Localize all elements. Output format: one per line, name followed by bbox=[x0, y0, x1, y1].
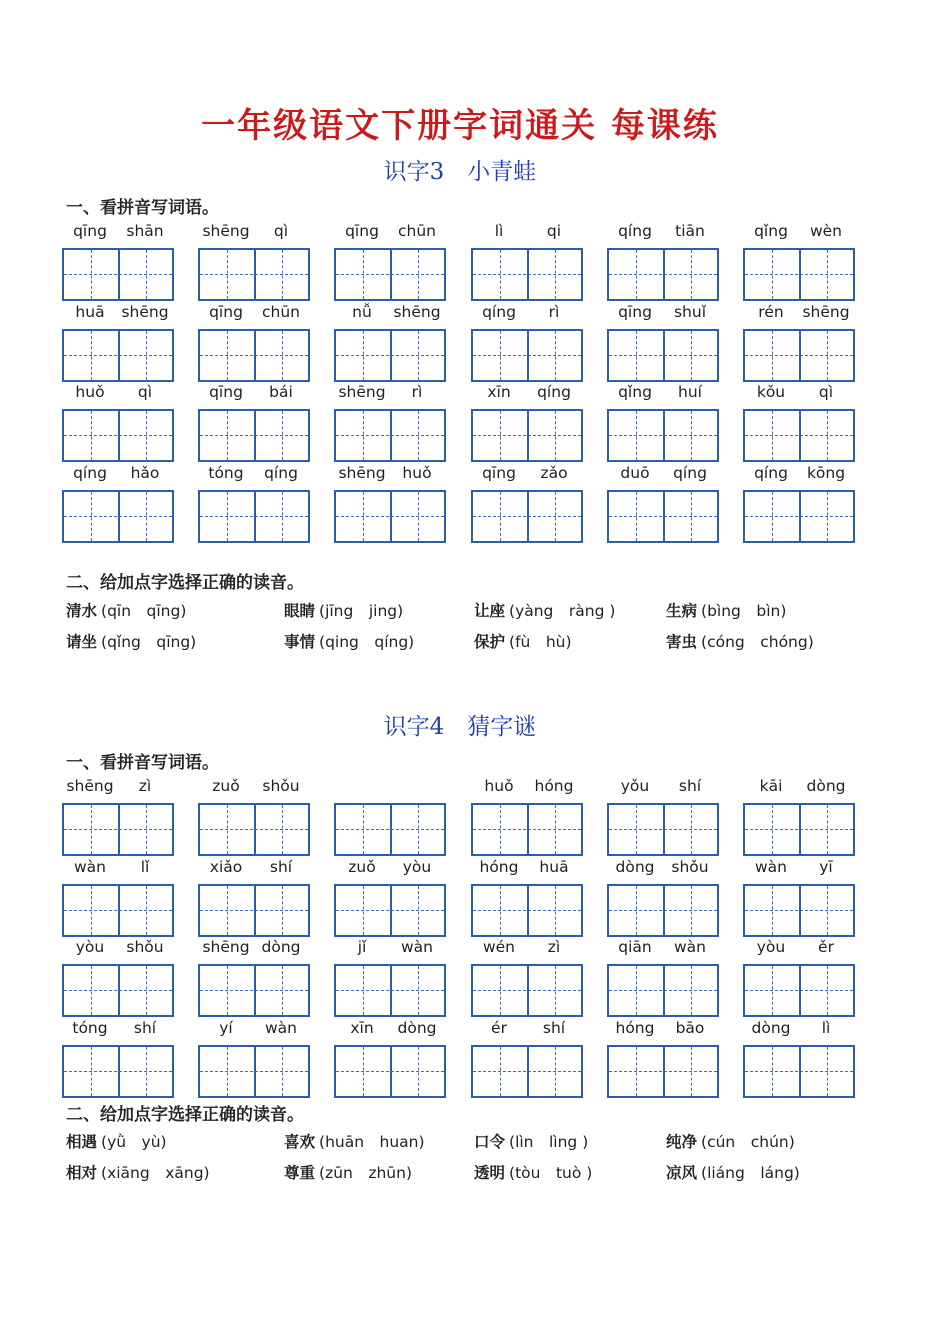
choice-word: 生病 bbox=[666, 601, 698, 620]
choice-word: 相遇 bbox=[66, 1132, 98, 1151]
writing-box[interactable] bbox=[743, 490, 855, 543]
pinyin-syllable: hǎo bbox=[130, 463, 160, 482]
choice-word: 纯净 bbox=[666, 1132, 698, 1151]
pinyin-syllable: shēng bbox=[338, 383, 386, 401]
pinyin-label bbox=[607, 938, 718, 960]
choice-options[interactable]: (yǜ yù) bbox=[101, 1133, 167, 1151]
writing-box[interactable] bbox=[607, 248, 719, 301]
choice-word: 喜欢 bbox=[284, 1132, 316, 1151]
pinyin-label bbox=[607, 858, 718, 880]
choice-item bbox=[474, 630, 572, 652]
pinyin-label bbox=[471, 938, 582, 960]
choice-item bbox=[66, 1130, 167, 1152]
pinyin-syllable: qíng bbox=[73, 463, 107, 482]
lesson-title: 识字3 小青蛙 bbox=[383, 159, 537, 185]
pinyin-label bbox=[471, 222, 582, 244]
choice-word: 请坐 bbox=[66, 632, 98, 651]
pinyin-syllable: zuǒ bbox=[348, 857, 376, 876]
choice-options[interactable]: (qīn qīng) bbox=[101, 602, 187, 620]
choice-word: 透明 bbox=[474, 1163, 506, 1182]
pinyin-syllable: yòu bbox=[75, 938, 105, 956]
choice-item bbox=[666, 1161, 800, 1183]
pinyin-syllable: qíng bbox=[754, 463, 788, 482]
pinyin-syllable: wàn bbox=[401, 938, 433, 956]
section-heading: 一、看拼音写词语。 bbox=[66, 198, 219, 218]
pinyin-label bbox=[743, 303, 854, 325]
pinyin-syllable: yī bbox=[819, 857, 833, 876]
writing-box[interactable] bbox=[62, 803, 174, 856]
pinyin-label bbox=[743, 938, 854, 960]
pinyin-label bbox=[62, 383, 173, 405]
pinyin-label bbox=[334, 777, 445, 799]
writing-box[interactable] bbox=[334, 329, 446, 382]
choice-item bbox=[474, 1161, 592, 1183]
pinyin-label bbox=[198, 383, 309, 405]
choice-item bbox=[666, 1130, 795, 1152]
pinyin-syllable: huǒ bbox=[402, 463, 432, 482]
choice-options[interactable]: (qǐng qīng) bbox=[101, 633, 197, 651]
writing-box[interactable] bbox=[743, 248, 855, 301]
writing-box[interactable] bbox=[471, 803, 583, 856]
pinyin-syllable: qíng bbox=[618, 222, 652, 240]
pinyin-syllable: tiān bbox=[675, 222, 705, 240]
writing-box[interactable] bbox=[743, 409, 855, 462]
writing-box[interactable] bbox=[743, 964, 855, 1017]
lesson-title: 识字4 猜字谜 bbox=[383, 714, 537, 740]
pinyin-label bbox=[607, 303, 718, 325]
pinyin-syllable: zuǒ bbox=[212, 777, 240, 795]
pinyin-syllable: qǐng bbox=[618, 383, 652, 401]
pinyin-label bbox=[607, 777, 718, 799]
writing-box[interactable] bbox=[62, 884, 174, 937]
pinyin-syllable: ér bbox=[491, 1018, 507, 1037]
pinyin-syllable: bái bbox=[269, 383, 293, 401]
pinyin-label bbox=[198, 938, 309, 960]
choice-options[interactable]: (cún chún) bbox=[701, 1133, 795, 1151]
choice-options[interactable]: (zūn zhūn) bbox=[319, 1164, 413, 1182]
pinyin-label bbox=[334, 1019, 445, 1041]
section-heading: 二、给加点字选择正确的读音。 bbox=[66, 1105, 304, 1125]
writing-box[interactable] bbox=[471, 329, 583, 382]
page-title: 一年级语文下册字词通关 每课练 bbox=[201, 106, 719, 146]
pinyin-label bbox=[471, 383, 582, 405]
writing-box[interactable] bbox=[62, 490, 174, 543]
pinyin-syllable: wàn bbox=[74, 857, 106, 876]
pinyin-label bbox=[62, 464, 173, 486]
pinyin-syllable: tóng bbox=[72, 1018, 108, 1037]
writing-box[interactable] bbox=[198, 409, 310, 462]
pinyin-label bbox=[471, 1019, 582, 1041]
pinyin-syllable: huǒ bbox=[75, 383, 105, 401]
pinyin-syllable: xīn bbox=[350, 1018, 374, 1037]
pinyin-syllable: rén bbox=[758, 302, 784, 321]
pinyin-syllable: huā bbox=[539, 857, 569, 876]
pinyin-syllable: wèn bbox=[809, 222, 843, 240]
writing-box[interactable] bbox=[471, 964, 583, 1017]
pinyin-syllable: dòng bbox=[261, 938, 301, 956]
pinyin-label bbox=[471, 303, 582, 325]
writing-box[interactable] bbox=[198, 248, 310, 301]
choice-item bbox=[66, 630, 196, 652]
pinyin-label bbox=[334, 222, 445, 244]
choice-word: 眼睛 bbox=[284, 601, 316, 620]
writing-box[interactable] bbox=[198, 803, 310, 856]
pinyin-label bbox=[198, 777, 309, 799]
pinyin-label bbox=[334, 303, 445, 325]
pinyin-syllable: duō bbox=[620, 463, 650, 482]
pinyin-syllable: yòu bbox=[756, 938, 786, 956]
pinyin-label bbox=[607, 1019, 718, 1041]
choice-word: 口令 bbox=[474, 1132, 506, 1151]
choice-options[interactable]: (lìn lìng ) bbox=[509, 1133, 589, 1151]
pinyin-syllable: huā bbox=[75, 302, 105, 321]
choice-options[interactable]: (huān huan) bbox=[319, 1133, 425, 1151]
pinyin-label bbox=[62, 777, 173, 799]
pinyin-syllable: xīn bbox=[487, 383, 511, 401]
writing-box[interactable] bbox=[198, 964, 310, 1017]
pinyin-syllable: rì bbox=[548, 302, 560, 321]
choice-options[interactable]: (cóng chóng) bbox=[701, 633, 814, 651]
writing-box[interactable] bbox=[62, 964, 174, 1017]
pinyin-syllable: qǐng bbox=[754, 222, 788, 240]
pinyin-syllable: yǒu bbox=[620, 777, 650, 795]
writing-box[interactable] bbox=[471, 248, 583, 301]
writing-box[interactable] bbox=[607, 409, 719, 462]
writing-box[interactable] bbox=[607, 329, 719, 382]
pinyin-label bbox=[198, 858, 309, 880]
writing-box[interactable] bbox=[471, 490, 583, 543]
writing-box[interactable] bbox=[334, 964, 446, 1017]
pinyin-syllable: qiān bbox=[618, 938, 652, 956]
section-heading: 一、看拼音写词语。 bbox=[66, 753, 219, 773]
choice-word: 保护 bbox=[474, 632, 506, 651]
pinyin-syllable: nǚ bbox=[352, 302, 372, 321]
section-heading: 二、给加点字选择正确的读音。 bbox=[66, 573, 304, 593]
choice-word: 事情 bbox=[284, 632, 316, 651]
pinyin-label bbox=[334, 938, 445, 960]
pinyin-syllable: shān bbox=[126, 222, 164, 240]
pinyin-syllable: wàn bbox=[674, 938, 706, 956]
pinyin-syllable: shēng bbox=[802, 302, 850, 321]
writing-box[interactable] bbox=[198, 329, 310, 382]
pinyin-syllable: qīng bbox=[482, 463, 516, 482]
pinyin-syllable: shí bbox=[133, 1018, 157, 1037]
writing-box[interactable] bbox=[62, 329, 174, 382]
pinyin-label bbox=[198, 303, 309, 325]
pinyin-syllable: kōng bbox=[806, 463, 846, 482]
pinyin-syllable: chūn bbox=[398, 222, 436, 240]
writing-box[interactable] bbox=[334, 803, 446, 856]
writing-box[interactable] bbox=[334, 884, 446, 937]
choice-options[interactable]: (xiāng xāng) bbox=[101, 1164, 210, 1182]
pinyin-syllable: qīng bbox=[209, 383, 243, 401]
pinyin-label bbox=[198, 1019, 309, 1041]
pinyin-label bbox=[743, 464, 854, 486]
pinyin-label bbox=[334, 464, 445, 486]
choice-options[interactable]: (fù hù) bbox=[509, 633, 572, 651]
writing-box[interactable] bbox=[471, 884, 583, 937]
writing-box[interactable] bbox=[607, 1045, 719, 1098]
pinyin-syllable: hóng bbox=[615, 1018, 655, 1037]
pinyin-syllable: shēng bbox=[393, 302, 441, 321]
pinyin-label bbox=[743, 222, 854, 244]
pinyin-syllable: wàn bbox=[755, 857, 787, 876]
writing-box[interactable] bbox=[471, 1045, 583, 1098]
writing-box[interactable] bbox=[198, 884, 310, 937]
writing-box[interactable] bbox=[607, 964, 719, 1017]
pinyin-syllable: huí bbox=[678, 383, 702, 401]
pinyin-syllable: hóng bbox=[479, 857, 519, 876]
pinyin-syllable: bāo bbox=[675, 1018, 705, 1037]
pinyin-syllable: qíng bbox=[264, 463, 298, 482]
choice-word: 相对 bbox=[66, 1163, 98, 1182]
writing-box[interactable] bbox=[471, 409, 583, 462]
pinyin-syllable: shí bbox=[269, 857, 293, 876]
choice-item bbox=[284, 1130, 425, 1152]
writing-box[interactable] bbox=[607, 490, 719, 543]
writing-box[interactable] bbox=[62, 1045, 174, 1098]
pinyin-label bbox=[471, 777, 582, 799]
choice-item bbox=[666, 630, 814, 652]
pinyin-syllable: wén bbox=[482, 938, 516, 956]
writing-box[interactable] bbox=[334, 1045, 446, 1098]
pinyin-syllable: qì bbox=[818, 383, 834, 401]
choice-word: 尊重 bbox=[284, 1163, 316, 1182]
pinyin-syllable: zì bbox=[547, 938, 561, 956]
pinyin-syllable: shēng bbox=[202, 222, 250, 240]
pinyin-label bbox=[743, 858, 854, 880]
pinyin-syllable: dòng bbox=[751, 1018, 791, 1037]
pinyin-label bbox=[607, 464, 718, 486]
pinyin-syllable: qīng bbox=[73, 222, 107, 240]
choice-options[interactable]: (qing qíng) bbox=[319, 633, 415, 651]
pinyin-syllable: dòng bbox=[397, 1018, 437, 1037]
pinyin-label bbox=[198, 222, 309, 244]
writing-box[interactable] bbox=[743, 884, 855, 937]
pinyin-syllable: qíng bbox=[673, 463, 707, 482]
pinyin-syllable: shí bbox=[542, 1018, 566, 1037]
pinyin-syllable: dòng bbox=[615, 857, 655, 876]
pinyin-syllable: zì bbox=[138, 777, 152, 795]
pinyin-label bbox=[471, 858, 582, 880]
pinyin-label bbox=[62, 222, 173, 244]
pinyin-syllable: qīng bbox=[209, 302, 243, 321]
pinyin-label bbox=[607, 383, 718, 405]
writing-box[interactable] bbox=[198, 1045, 310, 1098]
pinyin-label bbox=[471, 464, 582, 486]
pinyin-syllable: qíng bbox=[537, 383, 571, 401]
writing-box[interactable] bbox=[743, 803, 855, 856]
pinyin-syllable: kǒu bbox=[756, 383, 786, 401]
pinyin-label bbox=[334, 383, 445, 405]
choice-options[interactable]: (yàng ràng ) bbox=[509, 602, 616, 620]
pinyin-syllable: lì bbox=[821, 1018, 831, 1037]
choice-word: 凉风 bbox=[666, 1163, 698, 1182]
pinyin-syllable: kāi bbox=[759, 777, 783, 795]
pinyin-syllable: qīng bbox=[345, 222, 379, 240]
pinyin-label bbox=[62, 303, 173, 325]
writing-box[interactable] bbox=[62, 248, 174, 301]
pinyin-syllable: hóng bbox=[534, 777, 574, 795]
pinyin-syllable: zǎo bbox=[540, 463, 568, 482]
pinyin-syllable: shēng bbox=[66, 777, 114, 795]
pinyin-label bbox=[62, 1019, 173, 1041]
pinyin-syllable: yí bbox=[219, 1018, 233, 1037]
choice-item bbox=[66, 1161, 210, 1183]
choice-item bbox=[284, 599, 403, 621]
pinyin-syllable: shēng bbox=[338, 463, 386, 482]
pinyin-syllable: shǒu bbox=[671, 857, 709, 876]
choice-options[interactable]: (jīng jing) bbox=[319, 602, 404, 620]
pinyin-syllable: huǒ bbox=[484, 777, 514, 795]
pinyin-syllable: qì bbox=[137, 383, 153, 401]
writing-box[interactable] bbox=[334, 409, 446, 462]
pinyin-syllable: shǒu bbox=[262, 777, 300, 795]
choice-item bbox=[666, 599, 786, 621]
pinyin-syllable: rì bbox=[411, 383, 423, 401]
writing-box[interactable] bbox=[607, 884, 719, 937]
pinyin-label bbox=[607, 222, 718, 244]
pinyin-label bbox=[62, 938, 173, 960]
choice-item bbox=[474, 1130, 588, 1152]
pinyin-label bbox=[198, 464, 309, 486]
pinyin-label bbox=[334, 858, 445, 880]
choice-options[interactable]: (bìng bìn) bbox=[701, 602, 787, 620]
writing-box[interactable] bbox=[198, 490, 310, 543]
pinyin-syllable: qīng bbox=[618, 302, 652, 321]
choice-item bbox=[474, 599, 615, 621]
writing-box[interactable] bbox=[334, 248, 446, 301]
choice-options[interactable]: (liáng láng) bbox=[701, 1164, 800, 1182]
pinyin-syllable: yòu bbox=[402, 857, 432, 876]
pinyin-syllable: lǐ bbox=[140, 857, 150, 876]
choice-word: 让座 bbox=[474, 601, 506, 620]
writing-box[interactable] bbox=[743, 1045, 855, 1098]
pinyin-syllable: shí bbox=[678, 777, 702, 795]
choice-word: 清水 bbox=[66, 601, 98, 620]
pinyin-syllable: shēng bbox=[202, 938, 250, 956]
writing-box[interactable] bbox=[607, 803, 719, 856]
pinyin-syllable: qíng bbox=[482, 302, 516, 321]
pinyin-syllable: shǒu bbox=[126, 938, 164, 956]
pinyin-syllable: qì bbox=[273, 222, 289, 240]
pinyin-syllable: dòng bbox=[806, 777, 846, 795]
pinyin-label bbox=[62, 858, 173, 880]
pinyin-syllable: xiǎo bbox=[209, 857, 243, 876]
pinyin-label bbox=[743, 777, 854, 799]
choice-item bbox=[284, 1161, 412, 1183]
pinyin-syllable: chūn bbox=[262, 302, 300, 321]
writing-box[interactable] bbox=[334, 490, 446, 543]
pinyin-syllable: wàn bbox=[265, 1018, 297, 1037]
pinyin-label bbox=[743, 383, 854, 405]
writing-box[interactable] bbox=[62, 409, 174, 462]
choice-item bbox=[284, 630, 414, 652]
pinyin-syllable: shēng bbox=[121, 302, 169, 321]
choice-options[interactable]: (tòu tuò ) bbox=[509, 1164, 593, 1182]
writing-box[interactable] bbox=[743, 329, 855, 382]
pinyin-syllable: shuǐ bbox=[673, 302, 707, 321]
pinyin-syllable: qi bbox=[546, 222, 562, 240]
pinyin-syllable: jǐ bbox=[357, 938, 367, 956]
pinyin-syllable: ěr bbox=[818, 938, 834, 956]
choice-item bbox=[66, 599, 186, 621]
choice-word: 害虫 bbox=[666, 632, 698, 651]
pinyin-syllable: tóng bbox=[208, 463, 244, 482]
pinyin-label bbox=[743, 1019, 854, 1041]
pinyin-syllable: lì bbox=[494, 222, 504, 240]
